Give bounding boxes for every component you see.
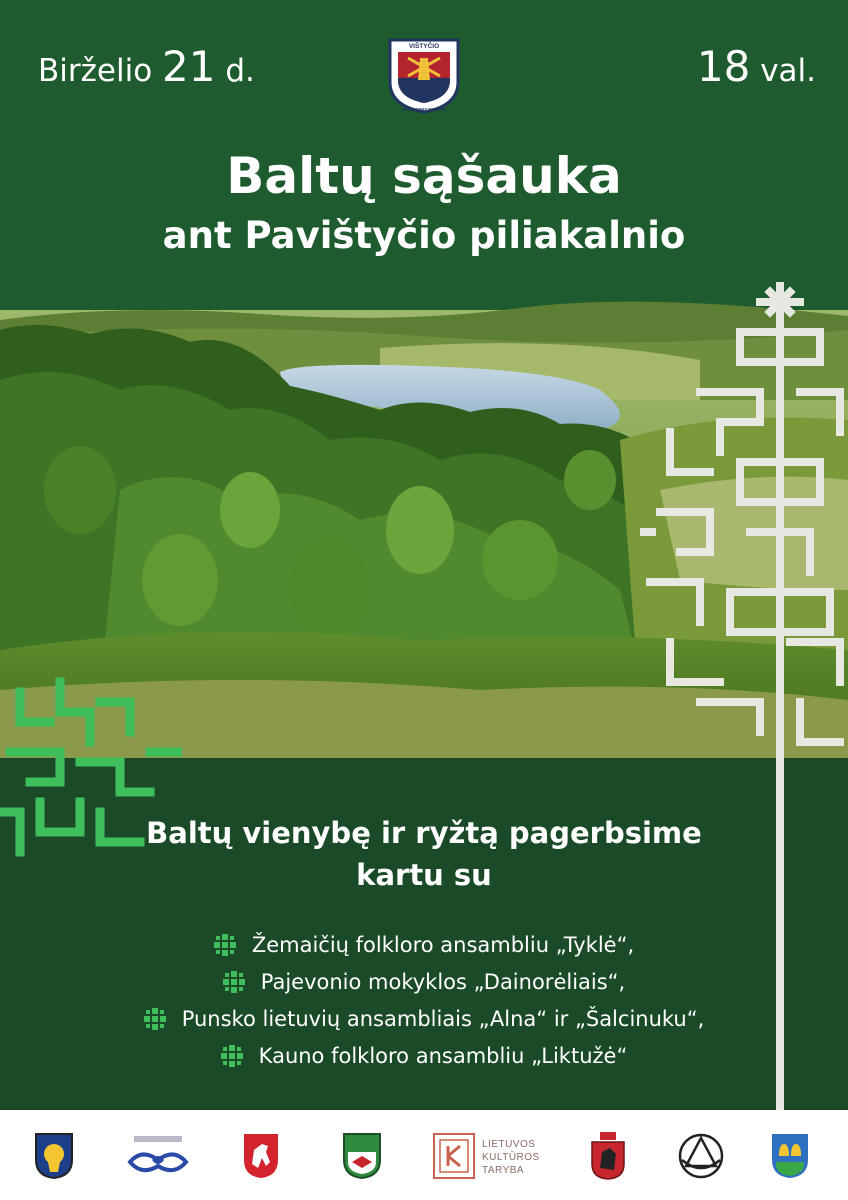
district-coat-of-arms-icon xyxy=(342,1132,382,1180)
event-time xyxy=(697,42,816,91)
performer-item xyxy=(0,926,848,963)
ornament-bullet-icon xyxy=(221,1045,243,1067)
association-icon xyxy=(126,1132,190,1180)
performer-item xyxy=(0,1037,848,1074)
time-suffix: val. xyxy=(760,53,816,89)
performer-text: Pajevonio mokyklos „Dainorėliais“, xyxy=(260,969,626,994)
tagline-line-2: kartu su xyxy=(356,858,492,892)
culture-council-label: LIETUVOS KULTŪROS TARYBA xyxy=(482,1139,540,1176)
emblem-bottom-text: REGIONINIS PARKAS xyxy=(402,107,446,112)
ornament-bullet-icon xyxy=(223,971,245,993)
coat-of-arms-icon xyxy=(34,1132,74,1180)
date-suffix: d. xyxy=(225,53,255,89)
time-hour: 18 xyxy=(696,42,751,91)
date-month: Birželio xyxy=(38,53,153,89)
bear-coat-of-arms-icon xyxy=(590,1132,626,1180)
event-title: Baltų sąšauka xyxy=(226,147,622,205)
performer-item xyxy=(0,1000,848,1037)
culture-council-icon xyxy=(432,1132,476,1180)
event-subtitle: ant Pavištyčio piliakalnio xyxy=(162,214,686,257)
regional-park-emblem-icon xyxy=(386,36,462,114)
tagline xyxy=(0,812,848,896)
performer-item xyxy=(0,963,848,1000)
performer-text: Kauno folkloro ansambliu „Liktužė“ xyxy=(258,1043,628,1068)
performers-list xyxy=(0,926,848,1074)
event-date xyxy=(38,42,255,91)
sponsor-logos xyxy=(0,1110,848,1200)
performer-text: Punsko lietuvių ansambliais „Alna“ ir „Šalcinuku“, xyxy=(181,1006,705,1031)
performer-text: Žemaičių folkloro ansambliu „Tyklė“, xyxy=(251,932,635,957)
tagline-line-1: Baltų vienybę ir ryžtą pagerbsime xyxy=(146,816,702,850)
bells-coat-of-arms-icon xyxy=(770,1132,810,1180)
ornament-bullet-icon xyxy=(214,934,236,956)
baltic-symbol-icon xyxy=(676,1132,726,1180)
date-day: 21 xyxy=(162,42,216,91)
horse-coat-of-arms-icon xyxy=(242,1132,280,1180)
ornament-bullet-icon xyxy=(144,1008,166,1030)
emblem-top-text: VIŠTYČIO xyxy=(408,43,440,50)
